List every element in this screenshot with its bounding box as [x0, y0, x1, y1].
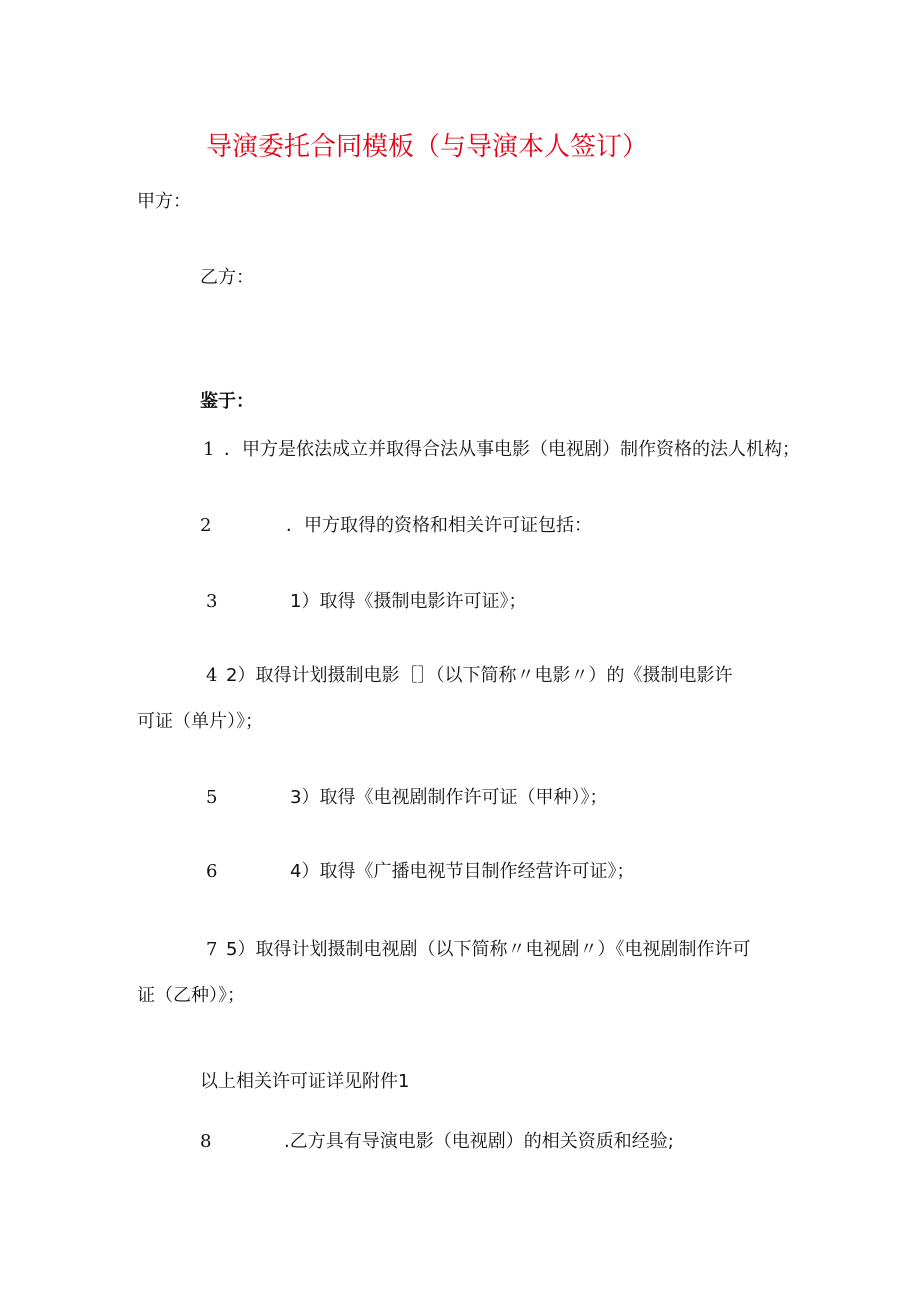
item-text: 2）取得计划摄制电影［］（以下简称〃电影〃）的《摄制电影许 — [226, 665, 733, 686]
item-number: 3 — [206, 591, 218, 612]
item-text: .乙方具有导演电影（电视剧）的相关资质和经验; — [284, 1131, 674, 1152]
license-note: 以上相关许可证详见附件1 — [200, 1071, 410, 1092]
item-text: 4）取得《广播电视节目制作经营许可证》； — [290, 861, 635, 882]
party-b-label: 乙方： — [200, 267, 254, 288]
item-number: 1 — [203, 439, 215, 460]
whereas-heading: 鉴于： — [200, 391, 254, 412]
item-text: ．甲方取得的资格和相关许可证包括： — [286, 515, 592, 536]
item-number: 4 — [206, 665, 218, 686]
item-text: 3）取得《电视剧制作许可证（甲种）》； — [290, 787, 608, 808]
item-number: 2 — [200, 515, 212, 536]
item-text-continued: 证（乙种）》； — [137, 985, 245, 1006]
document-title: 导演委托合同模板（与导演本人签订） — [206, 132, 649, 162]
item-text: ．甲方是依法成立并取得合法从事电影（电视剧）制作资格的法人机构； — [224, 439, 800, 460]
item-text-continued: 可证（单片）》； — [137, 711, 263, 732]
party-a-label: 甲方： — [137, 191, 191, 212]
item-text: 5）取得计划摄制电视剧（以下简称〃电视剧〃）《电视剧制作许可 — [226, 939, 751, 960]
item-text: 1）取得《摄制电影许可证》； — [290, 591, 527, 612]
item-number: 5 — [206, 787, 218, 808]
item-number: 6 — [206, 861, 218, 882]
item-number: 7 — [206, 939, 218, 960]
item-number: 8 — [200, 1131, 212, 1152]
